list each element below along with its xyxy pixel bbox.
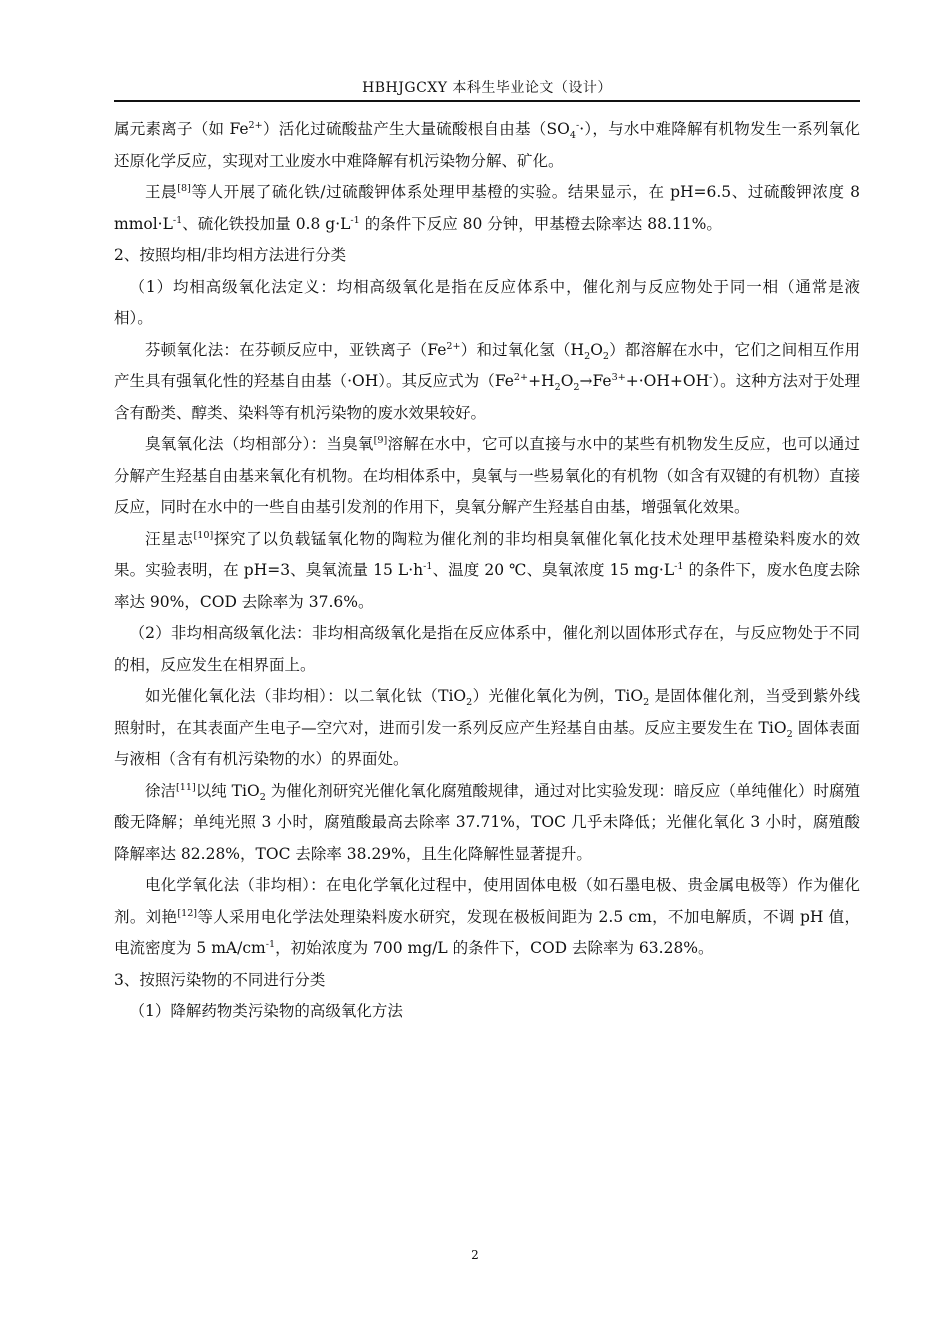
paragraph-p4: （1）均相高级氧化法定义：均相高级氧化是指在反应体系中，催化剂与反应物处于同一相（通常是液相）。 bbox=[114, 277, 860, 327]
paragraph-p3: 2、按照均相/非均相方法进行分类 bbox=[114, 246, 347, 264]
paragraph-p13: （1）降解药物类污染物的高级氧化方法 bbox=[129, 1002, 403, 1020]
paragraph-p5: 芬顿氧化法：在芬顿反应中，亚铁离子$(Fe^{2+})$和过氧化氢$(H_2O_2)$都溶解在水中，它们之间相互作用产生具有强氧化性的羟基自由基（·OH）。其反应式为$(Fe^{2+}+H_2O_2\to Fe^{3+}+\cdot OH+OH^-)$。这种方法对于处理含有酚类、醇类、染料等有机污染物的废水效果较好。 bbox=[114, 340, 860, 422]
paragraph-p2: 王晨[8]等人开展了硫化铁/过硫酸钾体系处理甲基橙的实验。结果显示，在 pH=6.5、过硫酸钾浓度 8 $mmol\cdot L^{-1}$、硫化铁投加量 0.8 $g\cdot L^{-1}$ 的条件下反应 80 分钟，甲基橙去除率达 88.11%。 bbox=[114, 182, 860, 233]
document-body bbox=[114, 114, 860, 1028]
page-number: 2 bbox=[471, 1248, 479, 1262]
paragraph-p7: 汪星志[10]探究了以负载锰氧化物的陶粒为催化剂的非均相臭氧催化氧化技术处理甲基橙染料废水的效果。实验表明，在 pH=3、臭氧流量 15 $L\cdot h^{-1}$、温度 20 ℃、臭氧浓度 15 $mg\cdot L^{-1}$ 的条件下，废水色度去除率达 90%，COD 去除率为 37.6%。 bbox=[114, 529, 860, 611]
page-header: HBHJGCXY 本科生毕业论文（设计） bbox=[362, 80, 612, 96]
paragraph-p11: 电化学氧化法（非均相）：在电化学氧化过程中，使用固体电极（如石墨电极、贵金属电极等）作为催化剂。刘艳[12]等人采用电化学法处理染料废水研究，发现在极板间距为 2.5 cm，不加电解质，不调 pH 值，电流密度为 5 $mA/cm^{-1}$，初始浓度为 700 mg/L 的条件下，COD 去除率为 63.28%。 bbox=[114, 876, 860, 957]
paragraph-p12: 3、按照污染物的不同进行分类 bbox=[114, 970, 326, 989]
paragraph-p9: 如光催化氧化法（非均相）：以二氧化钛（TiO$_2$）光催化氧化为例，TiO$_2$ 是固体催化剂，当受到紫外线照射时，在其表面产生电子—空穴对，进而引发一系列反应产生羟基自由基。反应主要发生在 TiO$_2$ 固体表面与液相（含有有机污染物的水）的界面处。 bbox=[114, 687, 860, 768]
paragraph-p6: 臭氧氧化法（均相部分）：当臭氧[9]溶解在水中，它可以直接与水中的某些有机物发生反应，也可以通过分解产生羟基自由基来氧化有机物。在均相体系中，臭氧与一些易氧化的有机物（如含有双键的有机物）直接反应，同时在水中的一些自由基引发剂的作用下，臭氧分解产生羟基自由基，增强氧化效果。 bbox=[114, 434, 860, 516]
paragraph-p8: （2）非均相高级氧化法：非均相高级氧化是指在反应体系中，催化剂以固体形式存在，与反应物处于不同的相，反应发生在相界面上。 bbox=[114, 624, 860, 674]
header-rule bbox=[114, 100, 860, 102]
paragraph-p10: 徐洁[11]以纯 TiO$_2$ 为催化剂研究光催化氧化腐殖酸规律，通过对比实验发现：暗反应（单纯催化）时腐殖酸无降解；单纯光照 3 小时，腐殖酸最高去除率 37.71%，TOC 几乎未降低；光催化氧化 3 小时，腐殖酸降解率达 82.28%，TOC 去除率 38.29%，且生化降解性显著提升。 bbox=[114, 781, 860, 863]
paragraph-p1: 属元素离子（如 $Fe^{2+}$）活化过硫酸盐产生大量硫酸根自由基$(SO_4^-\cdot)$，与水中难降解有机物发生一系列氧化还原化学反应，实现对工业废水中难降解有机污染物分解、矿化。 bbox=[114, 119, 860, 170]
